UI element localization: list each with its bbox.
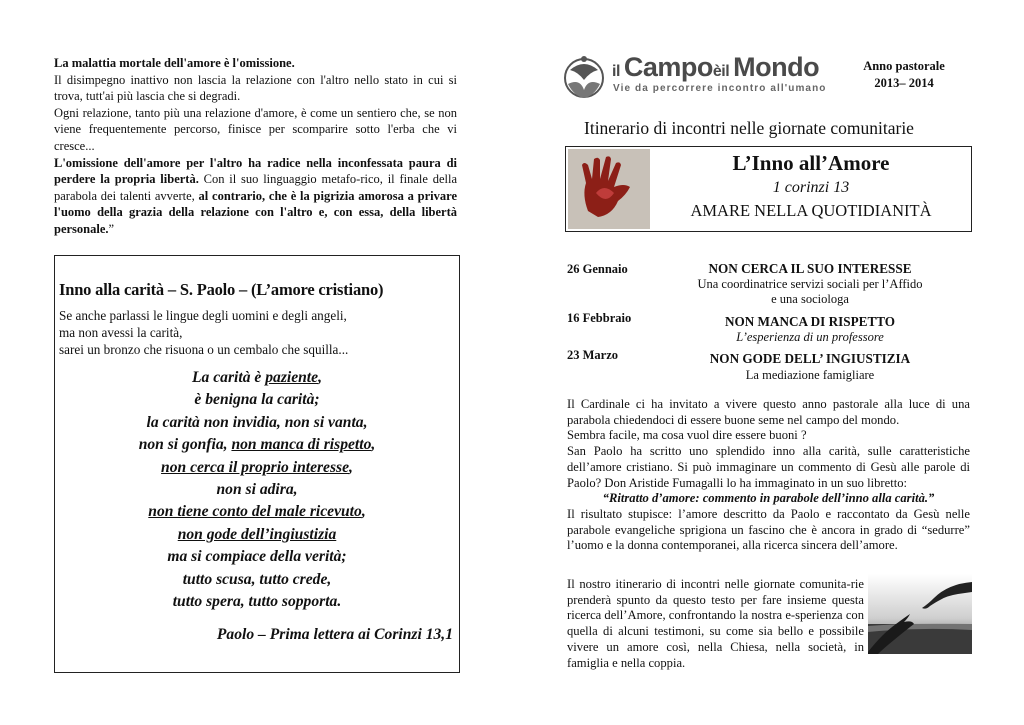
poem-line: non tiene conto del male ricevuto, xyxy=(148,503,366,521)
logo-wordmark: il Campoèil Mondo xyxy=(612,52,820,82)
poem-line: tutto spera, tutto sopporta. xyxy=(172,593,342,611)
itinerary-subtitle: Itinerario di incontri nelle giornate comunitarie xyxy=(584,118,914,138)
poem-line: non si adira, xyxy=(216,481,298,499)
schedule-date: 26 Gennaio xyxy=(567,262,628,276)
intro-paragraph-3: L'omissione dell'amore per l'altro ha radice nella inconfessata paura di perdere la propria libertà. Con il suo linguaggio metafo-rico, il finale della parabola dei talenti avverte, al contrario, che è la pigrizia amorosa a privare l'uomo della grazia della relazione con l'altro e, con essa, della libertà personale.” xyxy=(54,155,458,236)
poem-line: tutto scusa, tutto crede, xyxy=(182,570,332,588)
title-reference: 1 corinzi 13 xyxy=(772,179,850,196)
title-box xyxy=(565,146,972,232)
poem-line: è benigna la carità; xyxy=(194,391,320,409)
schedule-title: NON GODE DELL’ INGIUSTIZIA xyxy=(709,351,911,366)
logo-tagline: Vie da percorrere incontro all'umano xyxy=(613,83,827,94)
title-tagline: AMARE NELLA QUOTIDIANITÀ xyxy=(690,201,932,220)
poem-line: La carità è paziente, xyxy=(192,369,322,386)
intro-paragraph-2: Ogni relazione, tanto più una relazione d'amore, è come un sentiero che, se non viene frequentemente percorso, finisce per scomparire sotto l'erba che vi cresce... xyxy=(54,105,457,153)
poem-line: non si gonfia, non manca di rispetto, xyxy=(138,436,376,454)
handprint-image xyxy=(568,149,650,229)
intro-heading: La malattia mortale dell'amore è l'omissione. xyxy=(54,56,295,70)
hands-image xyxy=(868,574,972,654)
schedule-description: L’esperienza di un professore xyxy=(736,330,884,344)
schedule-description: Una coordinatrice servizi sociali per l’Affido e una sociologa xyxy=(697,277,923,306)
itinerary-text: Il nostro itinerario di incontri nelle giornate comunita-rie prenderà spunto da questo testo per fare insieme questa ricerca dell’Amore, confrontando la nostra e-sperienza con quella di alcuni testimoni, su come sia bello e possibile vivere un amore così, nella Chiesa, nella società, in famiglia e nella coppia. xyxy=(567,577,864,670)
logo xyxy=(562,50,832,106)
poem-line: ma si compiace della verità; xyxy=(167,548,347,566)
poem-line: la carità non invidia, non si vanta, xyxy=(146,413,368,431)
schedule-description: La mediazione famigliare xyxy=(745,368,875,382)
book-quote: “Ritratto d’amore: commento in parabole dell’inno alla carità.” xyxy=(602,491,935,506)
poem-signature: Paolo – Prima lettera ai Corinzi 13,1 xyxy=(216,626,453,643)
schedule-title: NON CERCA IL SUO INTERESSE xyxy=(708,261,912,276)
logo-emblem-icon xyxy=(562,50,606,104)
poem-intro: Se anche parlassi le lingue degli uomini e degli angeli, ma non avessi la carità, sarei un bronzo che risuona o un cembalo che squilla... xyxy=(59,308,349,357)
intro-text xyxy=(54,55,457,238)
schedule-date: 16 Febbraio xyxy=(567,311,632,325)
intro-paragraph-1: Il disimpegno inattivo non lascia la relazione con l'altro nello stato in cui si trova, tutt'ai più lascia che si degradi. xyxy=(54,72,457,104)
schedule-date: 23 Marzo xyxy=(567,348,619,362)
body-text: Il Cardinale ci ha invitato a vivere questo anno pastorale alla luce di una parabola chiedendoci di essere buone seme nel campo del mondo. Sembra facile, ma cosa vuol dire essere buoni ? San Paolo ha scritto uno splendido inno alla carità, sulle caratteristiche dell’amore cristiano. Si può immaginare un commento di Gesù alle parole di Paolo? Don Aristide Fumagalli lo ha immaginato in un suo libretto: “Ritratto d’amore: commento in parabole dell’inno alla carità.” Il risultato stupisce: l’amore descritto da Paolo e raccontato da Gesù nelle parabole evangeliche sprigiona un fascino che è ancora in grado di “sedurre” l’uomo e la donna contemporanei, alla ricerca sincera dell’amore. xyxy=(567,397,970,553)
poem-line: non gode dell’ingiustizia xyxy=(177,525,337,543)
poem-box xyxy=(54,255,460,673)
schedule-title: NON MANCA DI RISPETTO xyxy=(724,314,896,329)
main-title: L’Inno all’Amore xyxy=(732,151,890,175)
poem-line: non cerca il proprio interesse, xyxy=(161,458,353,476)
poem-verses xyxy=(55,367,459,613)
pastoral-year: Anno pastorale 2013– 2014 xyxy=(863,59,945,90)
poem-title: Inno alla carità – S. Paolo – (L’amore cristiano) xyxy=(59,280,384,299)
